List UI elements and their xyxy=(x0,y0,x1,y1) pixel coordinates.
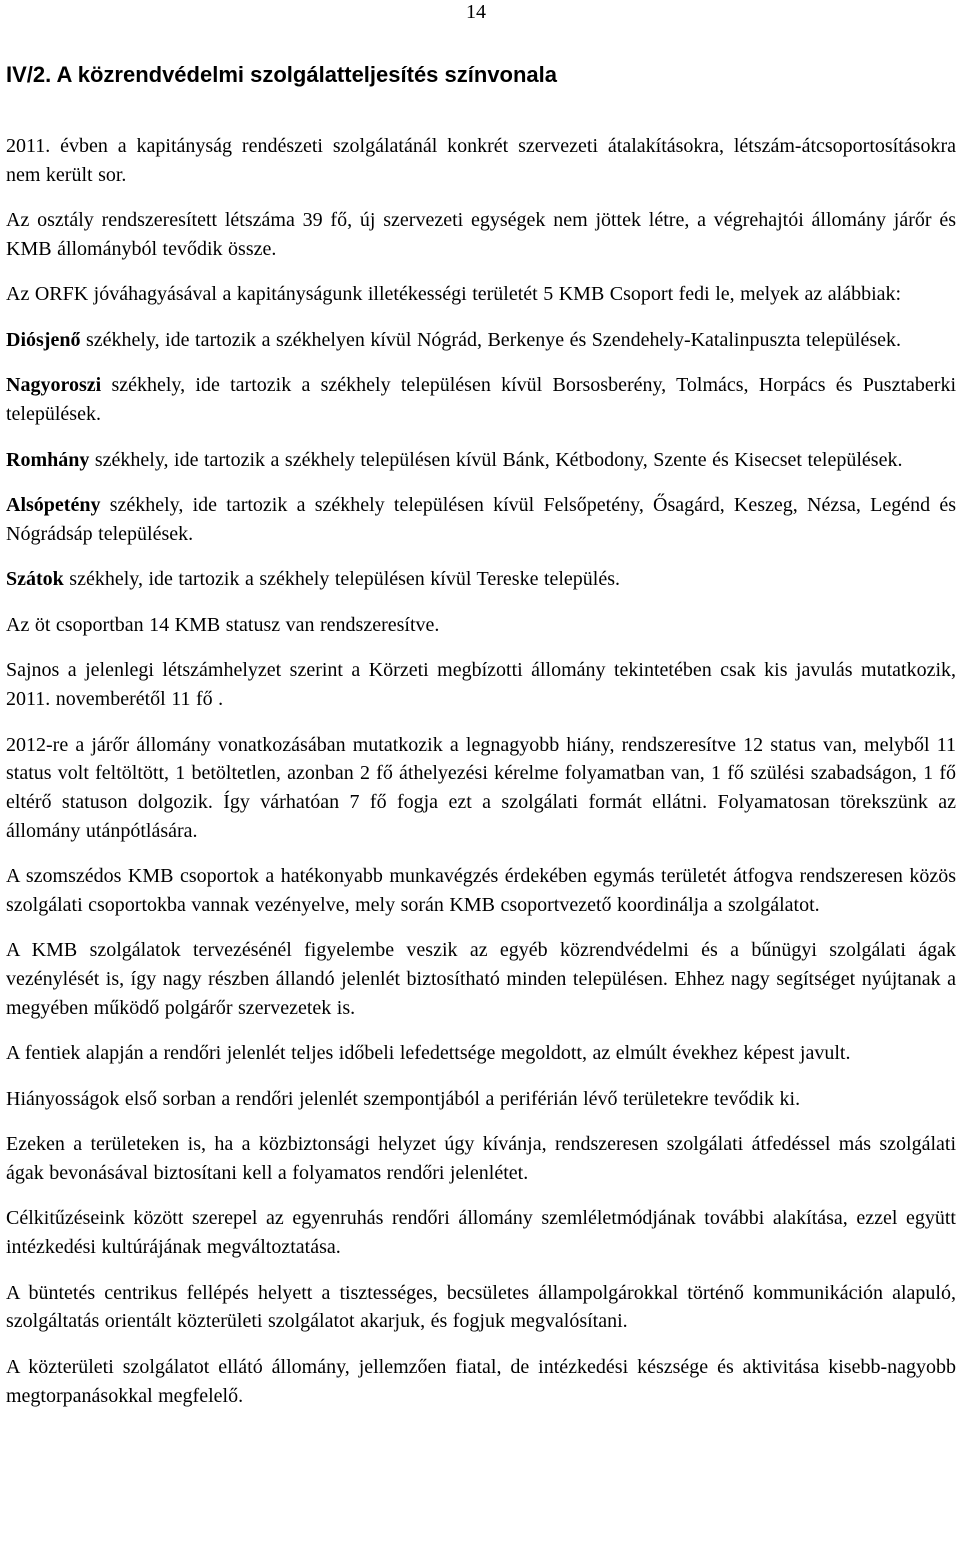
paragraph-patrol-2012: 2012-re a járőr állomány vonatkozásában mutatkozik a legnagyobb hiány, rendszeresítve 12 status van, melyből 11 status volt feltöltött, 1 betöltetlen, azonban 2 fő áthelyezési kérelme folyamatban van, 1 fő szülési szabadságon, 1 fő eltérő statuson dolgozik. Így várhatóan 7 fő fogja ezt a szolgálati formát ellátni. Folyamatosan törekszünk az állomány utánpótlására. xyxy=(6,733,956,842)
page-number: 14 xyxy=(466,1,486,23)
paragraph-objectives: Célkitűzéseink között szerepel az egyenruhás rendőri állomány szemléletmódjának további alakítása, ezzel együtt intézkedési kultúrájának megváltoztatása. xyxy=(6,1207,956,1259)
paragraph-romhany: Romhány székhely, ide tartozik a székhely településen kívül Bánk, Kétbodony, Szente és Kisecset települések. xyxy=(6,448,903,471)
section-heading: IV/2. A közrendvédelmi szolgálatteljesítés színvonala xyxy=(6,62,558,87)
paragraph-service-oriented: A büntetés centrikus fellépés helyett a tisztességes, becsületes állampolgárokkal történő kommunikáción alapuló, szolgáltatás orientált közterületi szolgálatot akarjuk, és fogjuk megvalósítani. xyxy=(6,1281,956,1333)
seat-name: Szátok xyxy=(6,568,64,591)
paragraph-headcount: Az osztály rendszeresített létszáma 39 fő, új szervezeti egységek nem jöttek létre, a végrehajtói állomány járőr és KMB állományból tevődik össze. xyxy=(6,209,956,260)
paragraph-kmb-groups-intro: Az ORFK jóváhagyásával a kapitányságunk illetékességi területét 5 KMB Csoport fedi le, melyek az alábbiak: xyxy=(6,283,902,306)
paragraph-reorganization: 2011. évben a kapitányság rendészeti szolgálatánál konkrét szervezeti átalakításokra, létszám-átcsoportosításokra nem került sor. xyxy=(6,135,956,186)
paragraph-szatok: Szátok székhely, ide tartozik a székhely településen kívül Tereske település. xyxy=(6,568,621,591)
paragraph-coverage: A fentiek alapján a rendőri jelenlét teljes időbeli lefedettsége megoldott, az elmúlt évekhez képest javult. xyxy=(6,1042,851,1065)
paragraph-staff-assessment: A közterületi szolgálatot ellátó állomány, jellemzően fiatal, de intézkedési készsége és aktivitása kisebb-nagyobb megtorpanásokkal megfelelő. xyxy=(6,1355,956,1407)
paragraph-alsopeteny: Alsópetény székhely, ide tartozik a székhely településen kívül Felsőpetény, Ősagárd, Keszeg, Nézsa, Legénd és Nógrádsáp települések. xyxy=(6,494,956,545)
document-body xyxy=(6,132,956,1410)
paragraph-staffing: Sajnos a jelenlegi létszámhelyzet szerint a Körzeti megbízotti állomány tekintetében csak kis javulás mutatkozik, 2011. novemberétől 11 fő . xyxy=(6,659,956,711)
paragraph-planning: A KMB szolgálatok tervezésénél figyelembe veszik az egyéb közrendvédelmi és a bűnügyi szolgálati ágak vezénylését is, így nagy részben állandó jelenlét biztosítható minden településen. Ehhez nagy segítséget nyújtanak a megyében működő polgárőr szervezetek is. xyxy=(6,939,956,1019)
paragraph-neighbouring-groups: A szomszédos KMB csoportok a hatékonyabb munkavégzés érdekében egymás területét átfogva rendszeresen közös szolgálati csoportokba vannak vezényelve, mely során KMB csoportvezető koordinálja a szolgálatot. xyxy=(6,865,956,916)
seat-name: Diósjenő xyxy=(6,328,81,351)
seat-name: Romhány xyxy=(6,448,90,471)
seat-name: Alsópetény xyxy=(6,494,101,517)
paragraph-deficiencies: Hiányosságok első sorban a rendőri jelenlét szempontjából a periférián lévő területekre tevődik ki. xyxy=(6,1087,801,1110)
paragraph-overlap: Ezeken a területeken is, ha a közbiztonsági helyzet úgy kívánja, rendszeresen szolgálati átfedéssel más szolgálati ágak bevonásával biztosítani kell a folyamatos rendőri jelenlétet. xyxy=(6,1133,956,1184)
paragraph-nagyoroszi: Nagyoroszi székhely, ide tartozik a székhely településen kívül Borsosberény, Tolmács, Horpács és Pusztaberki települések. xyxy=(6,374,956,426)
paragraph-kmb-status: Az öt csoportban 14 KMB statusz van rendszeresítve. xyxy=(6,613,440,636)
paragraph-diosjeno: Diósjenő székhely, ide tartozik a székhelyen kívül Nógrád, Berkenye és Szendehely-Katalinpuszta települések. xyxy=(6,328,902,351)
seat-name: Nagyoroszi xyxy=(6,374,102,397)
